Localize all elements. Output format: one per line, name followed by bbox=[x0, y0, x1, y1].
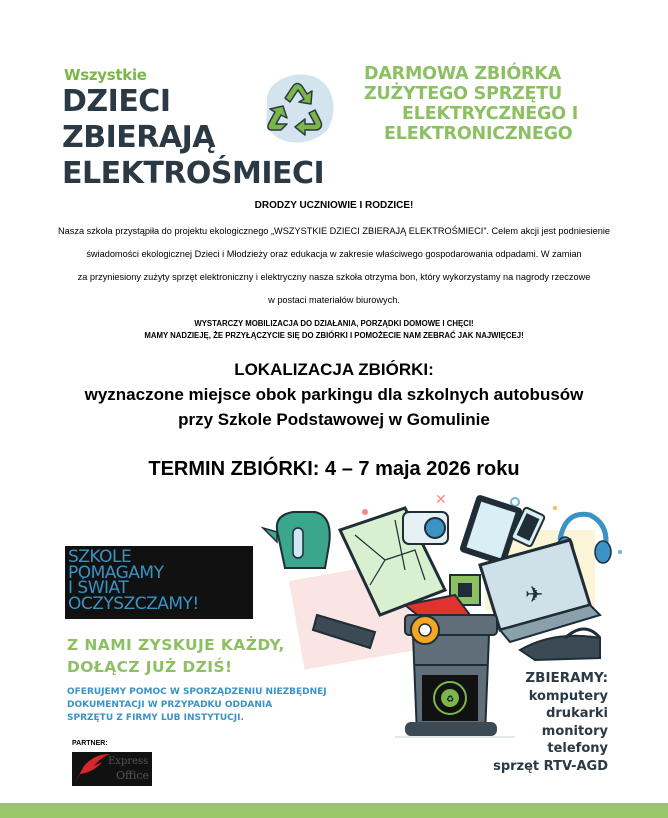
campaign-logo bbox=[62, 64, 362, 194]
intro-line-2: świadomości ekologicznej Dzieci i Młodzieży oraz edukacja w zakresie właściwego gospodarowania odpadami. W zamian bbox=[86, 249, 582, 259]
svg-text:✈: ✈ bbox=[525, 583, 544, 608]
slogan-box bbox=[65, 546, 253, 619]
intro-paragraph bbox=[20, 220, 648, 312]
collect-item: monitory bbox=[541, 723, 608, 739]
location-line-2: przy Szkole Podstawowej w Gomulinie bbox=[178, 410, 490, 429]
collect-item: drukarki bbox=[546, 706, 608, 721]
footer-bar bbox=[0, 803, 668, 818]
heading-line-3: ELEKTRYCZNEGO I bbox=[402, 104, 579, 124]
event-date: TERMIN ZBIÓRKI: 4 – 7 maja 2026 roku bbox=[148, 458, 520, 480]
collect-item: sprzęt RTV-AGD bbox=[493, 758, 608, 774]
intro-line-1: Nasza szkoła przystąpiła do projektu ekologicznego „WSZYSTKIE DZIECI ZBIERAJĄ ELEKTROŚMIECI”. Celem akcji jest podniesienie bbox=[58, 226, 610, 236]
callout-line-1: WYSTARCZY MOBILIZACJA DO DZIAŁANIA, PORZĄDKI DOMOWE I CHĘCI! bbox=[194, 319, 474, 328]
callout bbox=[0, 318, 668, 342]
quill-icon bbox=[72, 752, 112, 786]
greeting: DRODZY UCZNIOWIE I RODZICE! bbox=[254, 200, 414, 211]
recycle-icon bbox=[257, 72, 337, 146]
svg-text:✕: ✕ bbox=[435, 492, 447, 508]
location-title: LOKALIZACJA ZBIÓRKI: bbox=[234, 360, 434, 379]
collect-item: telefony bbox=[547, 741, 608, 756]
collected-items-list bbox=[493, 670, 608, 775]
join-message bbox=[67, 634, 285, 678]
trash-bin-icon bbox=[405, 615, 497, 736]
intro-line-3: za przyniesiony zużyty sprzęt elektroniczny i elektryczny nasza szkoła otrzyma bon, który wykorzystamy na nagrody rzeczowe bbox=[77, 272, 591, 282]
intro-line-4: w postaci materiałów biurowych. bbox=[268, 295, 400, 305]
collect-item: komputery bbox=[528, 688, 608, 704]
offer-line-1: OFERUJEMY POMOC W SPORZĄDZENIU NIEZBĘDNEJ bbox=[67, 687, 327, 697]
partner-logo-line-2: Office bbox=[116, 769, 150, 782]
logo-small-text: Wszystkie bbox=[64, 66, 147, 84]
heading-line-1: DARMOWA ZBIÓRKA bbox=[364, 64, 561, 84]
partner-logo bbox=[72, 752, 152, 786]
slogan-line-4: OCZYSZCZAMY! bbox=[68, 593, 199, 614]
slogan-line-2: POMAGAMY bbox=[68, 562, 164, 583]
logo-line-1: DZIECI bbox=[62, 84, 171, 119]
location-section bbox=[0, 357, 668, 432]
kettle-icon bbox=[263, 512, 330, 568]
partner-logo-line-1: Express bbox=[108, 756, 149, 767]
slogan-line-1: SZKOLE bbox=[68, 547, 132, 567]
offer-line-3: SPRZĘTU Z FIRMY LUB INSTYTUCJI. bbox=[67, 713, 244, 723]
heading-line-4: ELEKTRONICZNEGO bbox=[384, 124, 573, 144]
callout-line-2: MAMY NADZIEJĘ, ŻE PRZYŁĄCZYCIE SIĘ DO ZBIÓRKI I POMOŻECIE NAM ZEBRAĆ JAK NAJWIĘCEJ! bbox=[144, 331, 524, 340]
collect-title: ZBIERAMY: bbox=[525, 670, 608, 686]
offer-line-2: DOKUMENTACJI W PRZYPADKU ODDANIA bbox=[67, 700, 273, 710]
location-line-1: wyznaczone miejsce obok parkingu dla szkolnych autobusów bbox=[84, 385, 584, 404]
camera-icon bbox=[403, 512, 448, 544]
partner-label: PARTNER: bbox=[72, 740, 108, 747]
join-line-2: DOŁĄCZ JUŻ DZIŚ! bbox=[67, 658, 233, 676]
join-line-1: Z NAMI ZYSKUJE KAŻDY, bbox=[67, 636, 285, 654]
slogan-line-3: I ŚWIAT bbox=[68, 578, 129, 598]
svg-text:♻: ♻ bbox=[445, 695, 455, 705]
logo-line-2: ZBIERAJĄ bbox=[62, 120, 215, 155]
event-heading bbox=[364, 64, 654, 144]
heading-line-2: ZUŻYTEGO SPRZĘTU bbox=[364, 84, 562, 104]
logo-line-3: ELEKTROŚMIECI bbox=[62, 156, 325, 191]
